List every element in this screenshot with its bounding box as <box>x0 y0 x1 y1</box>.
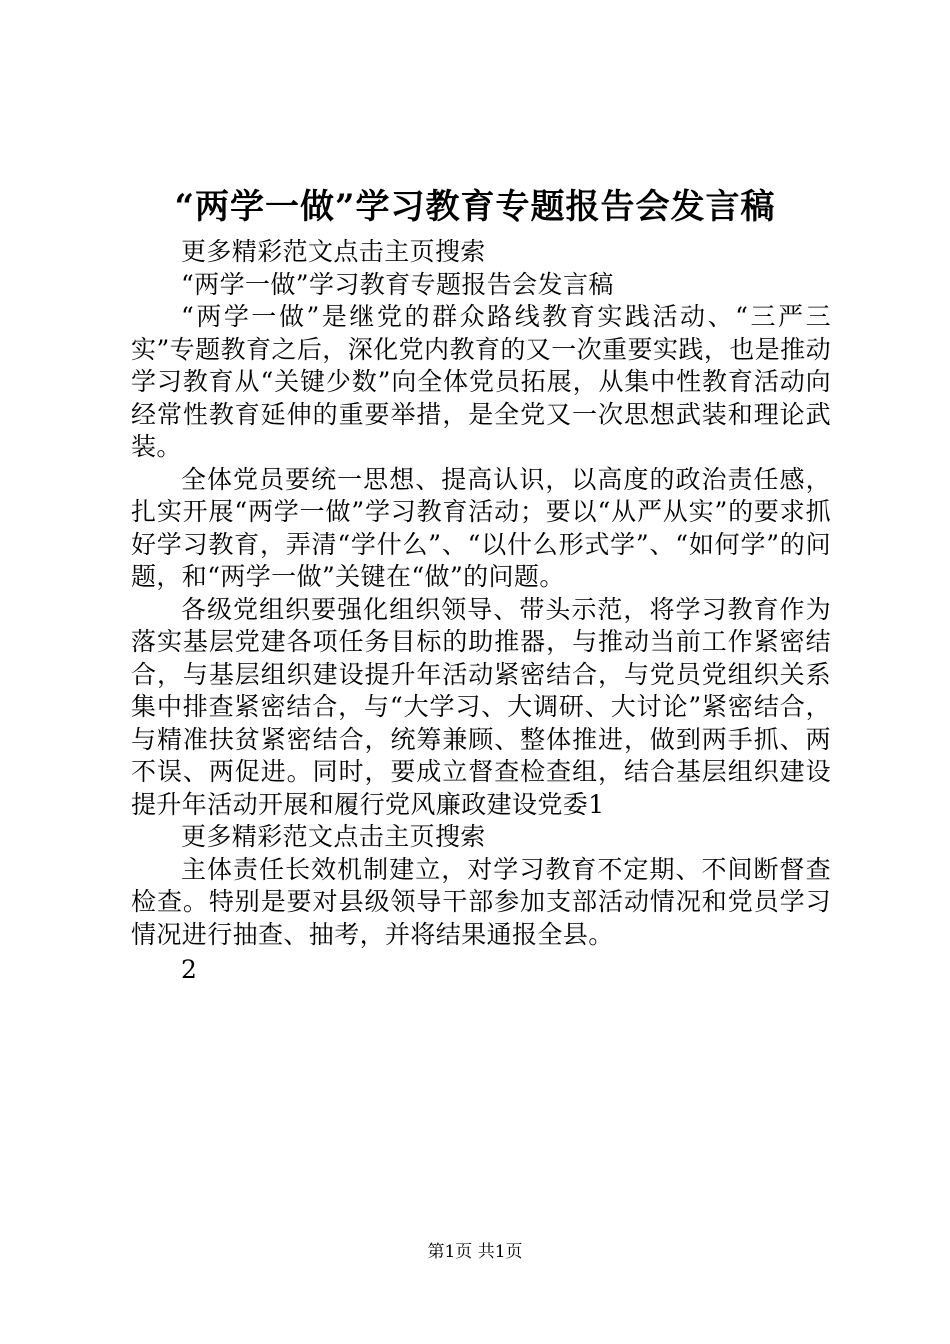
promo-line: 更多精彩范文点击主页搜索 <box>181 237 486 266</box>
subtitle-line: “两学一做”学习教育专题报告会发言稿 <box>181 269 614 299</box>
page-footer: 第1页 共1页 <box>427 1242 523 1262</box>
paragraph-members: 全体党员要统一思想、提高认识，以高度的政治责任感，扎实开展“两学一做”学习教育活动；要以“从严从实”的要求抓好学习教育，弄清“学什么”、“以什么形式学”、“如何学”的问题，和“两学一做”关键在“做”的问题。 <box>131 464 831 591</box>
promo-line: 更多精彩范文点击主页搜索 <box>181 822 486 851</box>
paragraph-organizations: 各级党组织要强化组织领导、带头示范，将学习教育作为落实基层党建各项任务目标的助推器，与推动当前工作紧密结合，与基层组织建设提升年活动紧密结合，与党员党组织关系集中排查紧密结合，与“大学习、大调研、大讨论”紧密结合，与精准扶贫紧密结合，统筹兼顾、整体推进，做到两手抓、两不误、两促进。同时，要成立督查检查组，结合基层组织建设提升年活动开展和履行党风廉政建设党委1 <box>131 594 831 819</box>
paragraph-intro: “两学一做”是继党的群众路线教育实践活动、“三严三实”专题教育之后，深化党内教育的又一次重要实践，也是推动学习教育从“关键少数”向全体党员拓展，从集中性教育活动向经常性教育延伸的重要举措，是全党又一次思想武装和理论武装。 <box>131 302 831 461</box>
paragraph-responsibility: 主体责任长效机制建立，对学习教育不定期、不间断督查检查。特别是要对县级领导干部参加支部活动情况和党员学习情况进行抽查、抽考，并将结果通报全县。 <box>131 854 831 949</box>
page-number-inline: 2 <box>181 955 198 984</box>
document-title: “两学一做”学习教育专题报告会发言稿 <box>174 187 776 227</box>
document-body <box>131 236 831 987</box>
